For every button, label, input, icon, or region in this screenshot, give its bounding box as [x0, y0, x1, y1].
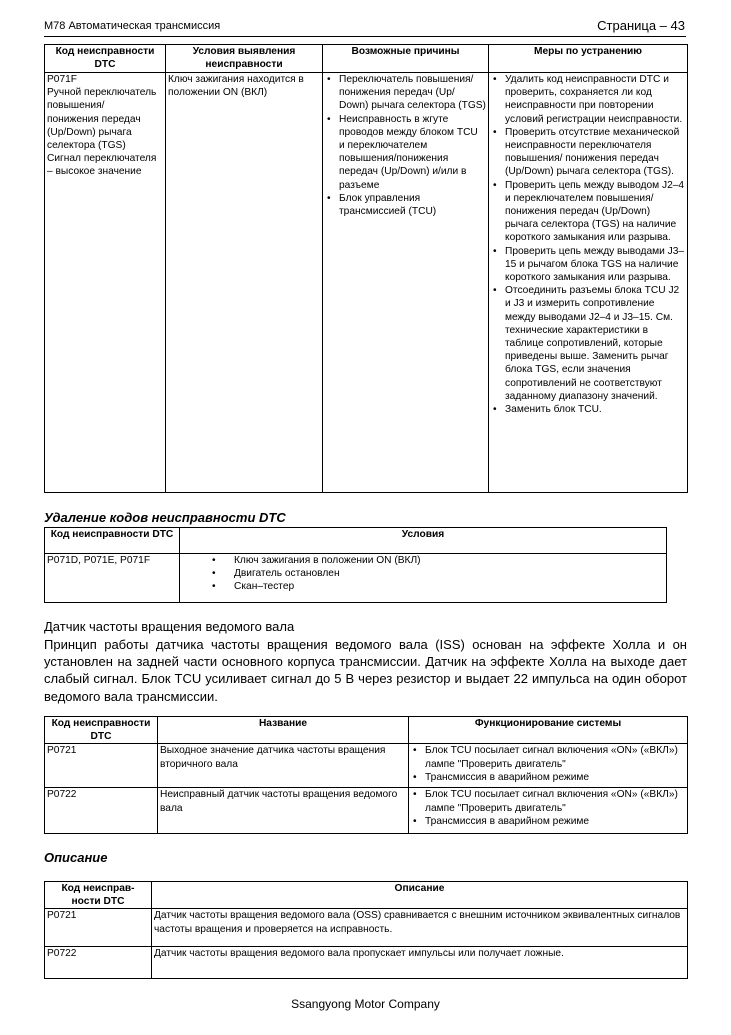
header-title: M78 Автоматическая трансмиссия: [44, 20, 221, 32]
remedies-cell: [489, 73, 688, 493]
function-cell: [409, 788, 688, 834]
remedy-item: • Удалить код неисправности DTC и проверить, сохраняется ли код неисправности при повторении условий регистрации неисправности.: [505, 73, 685, 126]
remedy-item: • Проверить отсутствие механической неисправности переключателя повышения/ понижения передач (Up/Down) рычага селектора (TGS).: [505, 126, 685, 179]
condition-item: • Скан–тестер: [234, 580, 664, 593]
section-paragraph: Принцип работы датчика частоты вращения ведомого вала (ISS) основан на эффекте Холла и он установлен на задней части основного корпуса трансмиссии. Датчик на эффекте Холла на выходе дает слабый сигнал. Блок TCU усиливает сигнал до 5 В через резистор и выдает 22 импульса на один оборот ведомого вала трансмиссии.: [44, 637, 687, 704]
function-item: • Трансмиссия в аварийном режиме: [425, 771, 685, 784]
column-header: Условия выявления неисправности: [166, 45, 323, 73]
dtc-function-table: [44, 716, 688, 834]
section-heading-clear-dtc: Удаление кодов неисправности DTC: [44, 510, 286, 525]
name-cell: Неисправный датчик частоты вращения ведомого вала: [158, 788, 409, 834]
condition-item: • Двигатель остановлен: [234, 567, 664, 580]
dtc-code-cell: P0721: [45, 744, 158, 788]
dtc-codes-cell: P071D, P071E, P071F: [45, 554, 180, 603]
remedy-item: • Отсоединить разъемы блока TCU J2 и J3 и измерить сопротивление между выводами J2–4 и J3–15. См. технические характеристики в таблице сопротивлений, которые приведены выше. Заменить рычаг блока TGS, если значения сопротивлений не соответствуют заданному диапазону значений.: [505, 284, 685, 403]
section-heading-description: Описание: [44, 850, 108, 865]
condition-item: • Ключ зажигания в положении ON (ВКЛ): [234, 554, 664, 567]
column-header: Функционирование системы: [409, 717, 688, 744]
section-heading-output-speed-sensor: Датчик частоты вращения ведомого вала: [44, 619, 295, 634]
column-header: Название: [158, 717, 409, 744]
column-header: Код неисправности DTC: [45, 45, 166, 73]
column-header: Код неисправ- ности DTC: [45, 882, 152, 909]
cause-item: • Неисправность в жгуте проводов между блоком TCU и переключателем повышения/понижения передач (Up/Down) и/или в разъеме: [339, 113, 486, 192]
dtc-table-p071f: [44, 44, 688, 493]
column-header: Условия: [180, 528, 667, 554]
dtc-code-cell: P0721: [45, 909, 152, 947]
description-cell: Датчик частоты вращения ведомого вала пропускает импульсы или получает ложные.: [152, 947, 688, 979]
column-header: Меры по устранению: [489, 45, 688, 73]
cause-item: • Переключатель повышения/ понижения передач (Up/ Down) рычага селектора (TGS): [339, 73, 486, 113]
name-cell: Выходное значение датчика частоты вращения вторичного вала: [158, 744, 409, 788]
description-cell: Датчик частоты вращения ведомого вала (OSS) сравнивается с внешним источником эквивалентных сигналов частоты вращения и проверяется на исправность.: [152, 909, 688, 947]
conditions-cell: [180, 554, 667, 603]
column-header: Описание: [152, 882, 688, 909]
column-header: Возможные причины: [323, 45, 489, 73]
dtc-code-cell: P0722: [45, 788, 158, 834]
function-cell: [409, 744, 688, 788]
column-header: Код неисправности DTC: [45, 717, 158, 744]
cause-item: • Блок управления трансмиссией (TCU): [339, 192, 486, 218]
function-item: • Блок TCU посылает сигнал включения «ON» («ВКЛ») лампе "Проверить двигатель": [425, 744, 685, 770]
clear-dtc-table: [44, 527, 667, 603]
header-divider: [44, 36, 686, 37]
function-item: • Блок TCU посылает сигнал включения «ON» («ВКЛ») лампе "Проверить двигатель": [425, 788, 685, 814]
remedy-item: • Проверить цепь между выводами J3–15 и рычагом блока TGS на наличие короткого замыкания или разрыва.: [505, 245, 685, 285]
remedy-item: • Проверить цепь между выводом J2–4 и переключателем повышения/понижения передач (Up/Down) рычага селектора (TGS) на наличие короткого замыкания или разрыва.: [505, 179, 685, 245]
condition-cell: Ключ зажигания находится в положении ON (ВКЛ): [166, 73, 323, 493]
dtc-code-cell: P071F Ручной переключатель повышения/ понижения передач (Up/Down) рычага селектора (TGS) Сигнал переключателя – высокое значение: [45, 73, 166, 493]
column-header: Код неисправности DTC: [45, 528, 180, 554]
dtc-code-cell: P0722: [45, 947, 152, 979]
description-table: [44, 881, 688, 979]
remedy-item: • Заменить блок TCU.: [505, 403, 685, 416]
page-number: Страница – 43: [597, 18, 685, 33]
causes-cell: [323, 73, 489, 493]
footer-company: Ssangyong Motor Company: [291, 997, 440, 1011]
function-item: • Трансмиссия в аварийном режиме: [425, 815, 685, 828]
